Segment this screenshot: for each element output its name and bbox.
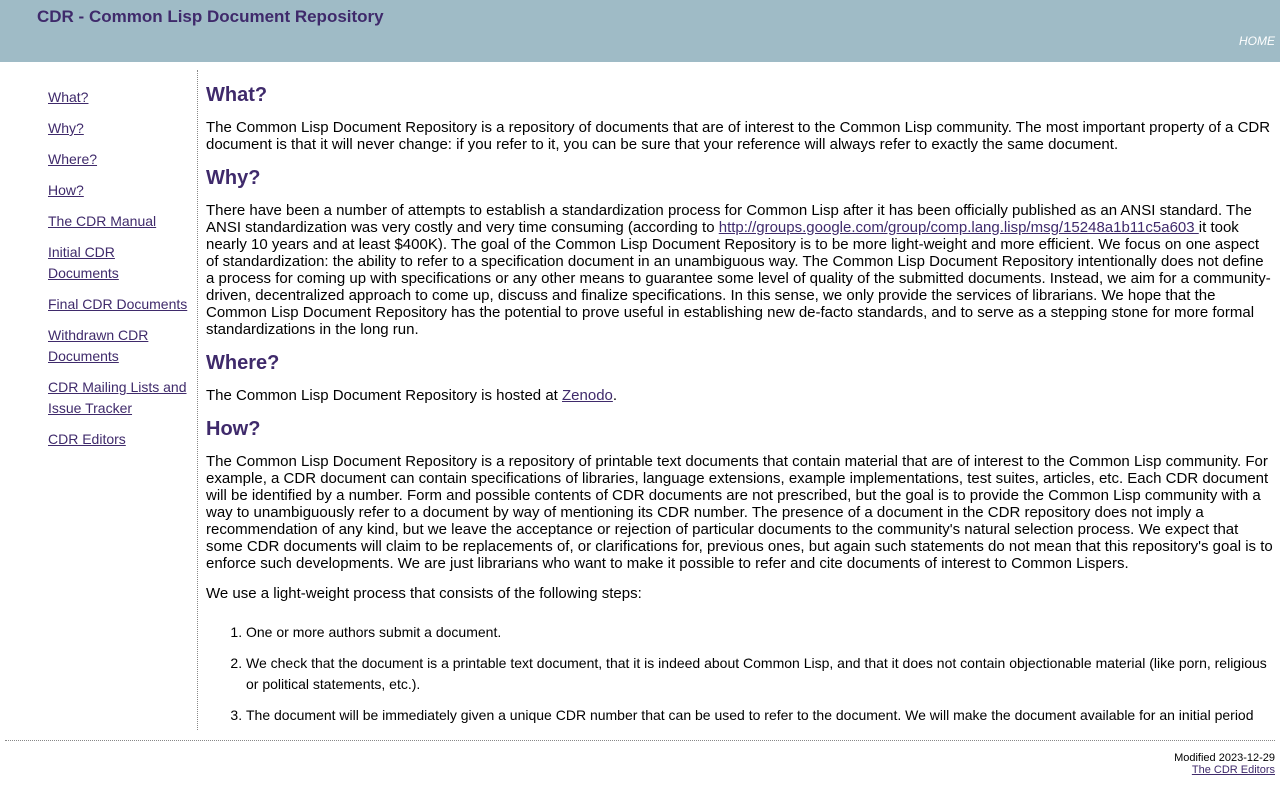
where-text-before: The Common Lisp Document Repository is hosted at	[206, 387, 562, 404]
where-text-after: .	[612, 387, 618, 404]
sidebar-item-cdr-manual[interactable]: The CDR Manual	[48, 213, 157, 229]
sidebar-item-initial-documents[interactable]: Initial CDR Documents	[48, 244, 119, 281]
sidebar-item-what[interactable]: What?	[48, 89, 89, 105]
main-content[interactable]	[206, 70, 1274, 730]
process-step: 2. We check that the document is a printable text document, that it is indeed about Common Lisp, and that it does not contain objectionable material (like porn, religious or political statements, etc.).	[246, 653, 1274, 695]
site-title: CDR - Common Lisp Document Repository	[37, 7, 384, 26]
zenodo-link[interactable]: Zenodo	[562, 387, 613, 404]
process-step: 3. The document will be immediately given a unique CDR number that can be used to refer to the document. We will make the document available for an initial period	[246, 705, 1274, 726]
what-paragraph: The Common Lisp Document Repository is a repository of documents that are of interest to the Common Lisp community. The most important property of a CDR document is that it will never change: if you refer to it, you can be sure that your reference will always refer to exactly the same document.	[206, 119, 1271, 153]
cdr-editors-footer-link[interactable]: The CDR Editors	[1191, 764, 1275, 776]
sidebar-item-where[interactable]: Where?	[48, 151, 98, 167]
section-heading-where: Where?	[206, 352, 280, 374]
why-text-before: There have been a number of attempts to establish a standardization process for Common Lisp after it has been officially published as an ANSI standard. The ANSI standardization was very costly and very time consuming (according to	[206, 202, 1252, 236]
sidebar-item-withdrawn-documents[interactable]: Withdrawn CDR Documents	[48, 327, 149, 364]
sidebar-item-how[interactable]: How?	[48, 182, 84, 198]
home-link[interactable]: HOME	[1239, 34, 1275, 48]
sidebar-item-editors[interactable]: CDR Editors	[48, 431, 126, 447]
section-heading-how: How?	[206, 418, 261, 440]
section-heading-why: Why?	[206, 167, 261, 189]
footer-divider	[5, 740, 1275, 741]
site-header	[0, 0, 1280, 62]
sidebar-item-final-documents[interactable]: Final CDR Documents	[48, 296, 188, 312]
process-steps-list	[206, 622, 1274, 726]
modified-date: Modified 2023-12-29	[1174, 752, 1275, 764]
page-footer	[1174, 752, 1275, 776]
how-paragraph: The Common Lisp Document Repository is a repository of printable text documents that contain material that are of interest to the Common Lisp community. For example, a CDR document can contain specifications of libraries, language extensions, example implementations, test suites, articles, etc. Each CDR document will be identified by a number. Form and possible contents of CDR documents are not prescribed, but the goal is to provide the Common Lisp community with a way to unambiguously refer to a document by way of mentioning its CDR number. The presence of a document in the CDR repository does not imply a recommendation of any kind, but we leave the acceptance or rejection of particular documents to the community's natural selection process. We expect that some CDR documents will claim to be replacements of, or clarifications for, previous ones, but again such statements do not mean that this repository's goal is to enforce such developments. We are just librarians who want to make it possible to refer and cite documents of interest to Common Lispers.	[206, 453, 1273, 572]
why-paragraph	[206, 202, 1274, 338]
where-paragraph	[206, 387, 1274, 404]
sidebar-item-mailing-lists[interactable]: CDR Mailing Lists and Issue Tracker	[48, 379, 187, 416]
section-heading-what: What?	[206, 84, 268, 106]
sidebar-item-why[interactable]: Why?	[48, 120, 84, 136]
google-groups-link[interactable]: http://groups.google.com/group/comp.lang.lisp/msg/15248a1b11c5a603	[718, 219, 1199, 236]
steps-intro: We use a light-weight process that consists of the following steps:	[206, 585, 642, 602]
sidebar-nav	[0, 70, 198, 730]
why-text-after: it took nearly 10 years and at least $400K). The goal of the Common Lisp Document Repository is to be more light-weight and more efficient. We focus on one aspect of standardization: the ability to refer to a specification document in an unambiguous way. The Common Lisp Document Repository intentionally does not define a process for coming up with specifications or any other means to guarantee some level of quality of the submitted documents. Instead, we aim for a community-driven, decentralized approach to come up, discuss and finalize specifications. In this sense, we only provide the services of librarians. We hope that the Common Lisp Document Repository has the potential to prove useful in establishing new de-facto standards, and to serve as a stepping stone for more formal standardizations in the long run.	[206, 219, 1271, 338]
process-step: 1. One or more authors submit a document.	[246, 622, 1274, 643]
